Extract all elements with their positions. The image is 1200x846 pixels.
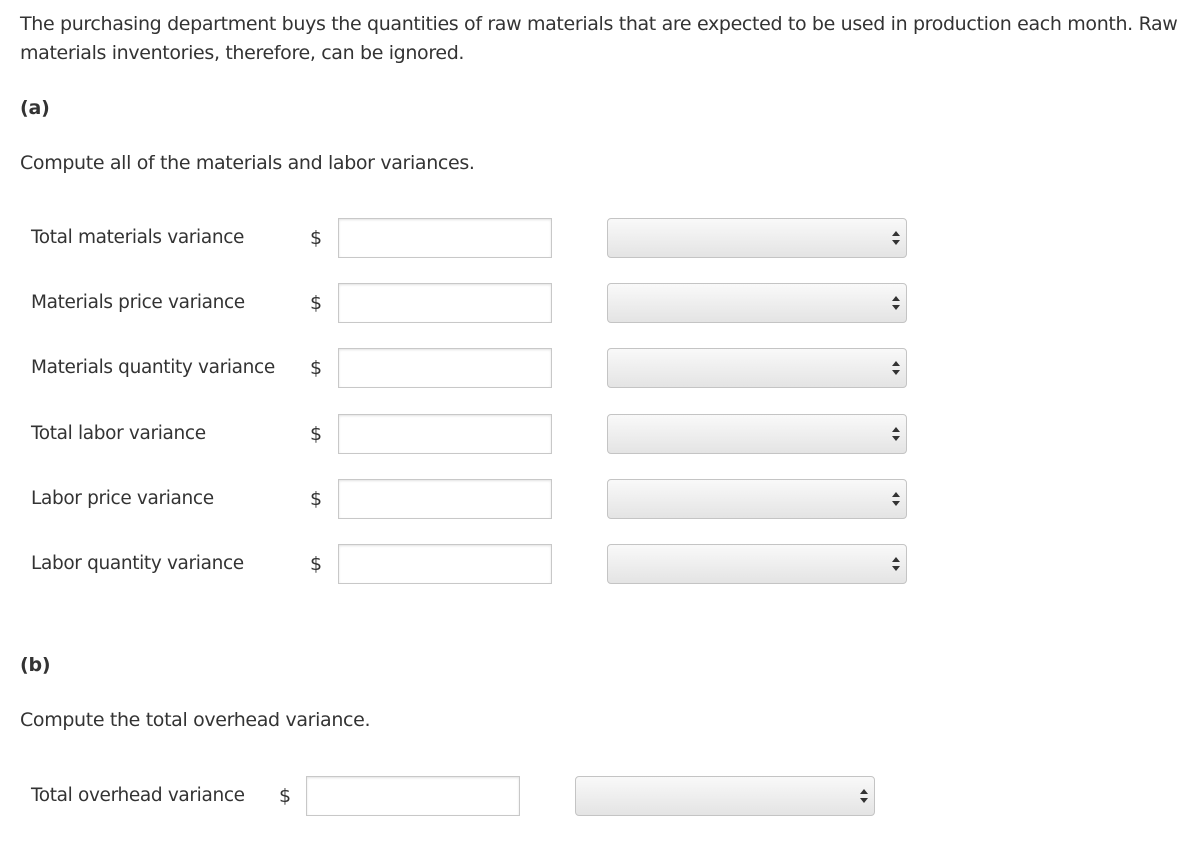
variance-row-materials-price [0, 283, 1200, 325]
materials-price-variance-input[interactable] [338, 283, 552, 323]
variance-row-total-overhead [0, 776, 1200, 818]
labor-price-variance-input[interactable] [338, 479, 552, 519]
part-b-label: (b) [20, 654, 51, 676]
variance-row-total-labor [0, 414, 1200, 456]
total-labor-variance-input[interactable] [338, 414, 552, 454]
dollar-sign: $ [310, 227, 323, 249]
variance-label: Total materials variance [31, 227, 245, 248]
up-down-arrows-icon [859, 788, 869, 804]
total-materials-variance-input[interactable] [338, 218, 552, 258]
variance-label: Materials quantity variance [31, 357, 275, 378]
up-down-arrows-icon [891, 556, 901, 572]
labor-price-variance-select[interactable] [607, 479, 907, 519]
dollar-sign: $ [310, 292, 323, 314]
dollar-sign: $ [310, 553, 323, 575]
variance-label: Materials price variance [31, 292, 245, 313]
up-down-arrows-icon [891, 360, 901, 376]
part-b-question: Compute the total overhead variance. [20, 709, 371, 731]
variance-label: Total labor variance [31, 423, 206, 444]
dollar-sign: $ [310, 423, 323, 445]
up-down-arrows-icon [891, 295, 901, 311]
dollar-sign: $ [310, 357, 323, 379]
up-down-arrows-icon [891, 426, 901, 442]
total-materials-variance-select[interactable] [607, 218, 907, 258]
labor-quantity-variance-select[interactable] [607, 544, 907, 584]
variance-row-labor-quantity [0, 544, 1200, 586]
variance-row-total-materials [0, 218, 1200, 260]
up-down-arrows-icon [891, 491, 901, 507]
materials-quantity-variance-select[interactable] [607, 348, 907, 388]
variance-row-labor-price [0, 479, 1200, 521]
up-down-arrows-icon [891, 230, 901, 246]
dollar-sign: $ [310, 488, 323, 510]
variance-label: Labor price variance [31, 488, 214, 509]
total-overhead-variance-select[interactable] [575, 776, 875, 816]
part-a-label: (a) [20, 97, 50, 119]
variance-label: Labor quantity variance [31, 553, 244, 574]
materials-quantity-variance-input[interactable] [338, 348, 552, 388]
total-overhead-variance-input[interactable] [306, 776, 520, 816]
problem-intro-text: The purchasing department buys the quantities of raw materials that are expected to be used in production each month. Raw materials inventories, therefore, can be ignored. [20, 13, 1178, 64]
labor-quantity-variance-input[interactable] [338, 544, 552, 584]
variance-row-materials-quantity [0, 348, 1200, 390]
materials-price-variance-select[interactable] [607, 283, 907, 323]
variance-label: Total overhead variance [31, 785, 245, 806]
total-labor-variance-select[interactable] [607, 414, 907, 454]
dollar-sign: $ [279, 785, 292, 807]
part-a-question: Compute all of the materials and labor variances. [20, 152, 475, 174]
